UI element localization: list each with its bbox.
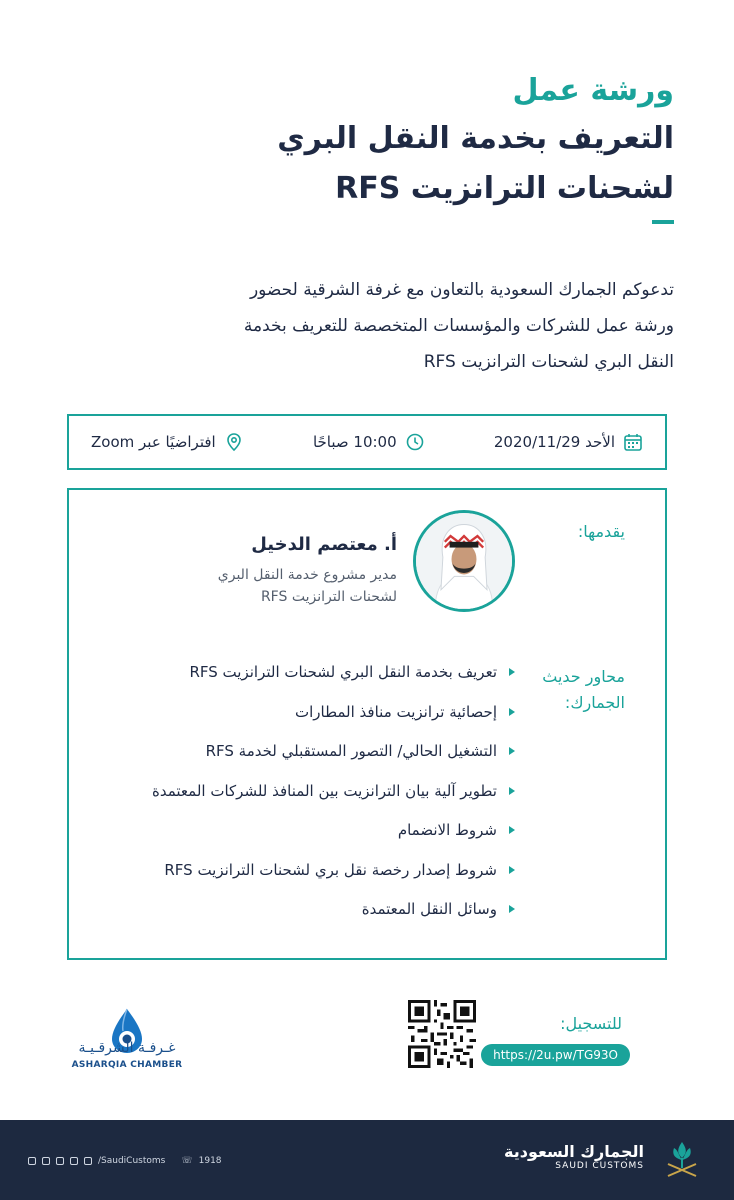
linkedin-icon[interactable]	[84, 1157, 92, 1165]
topics-label-line: محاور حديث	[542, 667, 625, 686]
event-info-bar	[67, 414, 667, 470]
presenter-label: يقدمها:	[577, 522, 625, 541]
location-pin-icon	[224, 432, 244, 452]
topics-label	[535, 664, 625, 716]
presenter-role-line: لشحنات الترانزيت RFS	[260, 589, 397, 605]
qr-code-icon[interactable]	[408, 1000, 476, 1068]
twitter-icon[interactable]	[42, 1157, 50, 1165]
facebook-icon[interactable]	[28, 1157, 36, 1165]
accent-divider	[652, 220, 674, 224]
presenter-role	[197, 564, 397, 608]
event-location	[91, 432, 244, 452]
list-item: تعريف بخدمة النقل البري لشحنات الترانزيت RFS	[152, 662, 515, 682]
brand-name-ar: الجمارك السعودية	[504, 1142, 644, 1161]
event-date-text: الأحد 2020/11/29	[493, 433, 615, 451]
triangle-bullet-icon	[509, 668, 515, 676]
triangle-bullet-icon	[509, 787, 515, 795]
chamber-name-en: ASHARQIA CHAMBER	[71, 1060, 183, 1070]
event-time	[313, 432, 425, 452]
youtube-icon[interactable]	[70, 1157, 78, 1165]
saudi-customs-brand	[504, 1142, 644, 1171]
topics-list	[152, 662, 515, 939]
chamber-name-ar: غـرفـة الشرقـيـة	[78, 1040, 176, 1056]
list-item: تطوير آلية بيان الترانزيت بين المنافذ للشركات المعتمدة	[152, 781, 515, 801]
phone-number[interactable]: 1918	[198, 1156, 222, 1166]
triangle-bullet-icon	[509, 826, 515, 834]
intro-line: النقل البري لشحنات الترانزيت RFS	[423, 352, 674, 372]
page-title-line2: لشحنات الترانزيت RFS	[335, 171, 674, 206]
brand-name-en: SAUDI CUSTOMS	[555, 1161, 644, 1171]
presenter-portrait-icon	[416, 513, 512, 609]
footer-contacts	[28, 1156, 222, 1166]
list-item: وسائل النقل المعتمدة	[152, 899, 515, 919]
register-link[interactable]: https://2u.pw/TG93O	[481, 1044, 630, 1066]
list-item: شروط الانضمام	[152, 820, 515, 840]
list-item: إحصائية ترانزيت منافذ المطارات	[152, 702, 515, 722]
title-block	[54, 68, 674, 214]
event-location-text: افتراضيًا عبر Zoom	[91, 433, 216, 451]
triangle-bullet-icon	[509, 905, 515, 913]
calendar-icon	[623, 432, 643, 452]
list-item: التشغيل الحالي/ التصور المستقبلي لخدمة RFS	[152, 741, 515, 761]
intro-line: ورشة عمل للشركات والمؤسسات المتخصصة للتعريف بخدمة	[243, 316, 674, 336]
social-handle[interactable]: /SaudiCustoms	[98, 1156, 166, 1166]
footer	[0, 1120, 734, 1200]
triangle-bullet-icon	[509, 747, 515, 755]
list-item: شروط إصدار رخصة نقل بري لشحنات الترانزيت RFS	[152, 860, 515, 880]
presenter-role-line: مدير مشروع خدمة النقل البري	[217, 567, 397, 583]
phone-icon: ☏	[181, 1156, 193, 1166]
event-date	[494, 432, 643, 452]
presenter-photo	[413, 510, 515, 612]
presenter-name: أ. معتصم الدخيل	[251, 534, 397, 555]
saudi-emblem-icon	[660, 1138, 704, 1182]
event-time-text: 10:00 صباحًا	[312, 433, 397, 451]
triangle-bullet-icon	[509, 708, 515, 716]
register-label: للتسجيل:	[560, 1014, 622, 1033]
triangle-bullet-icon	[509, 866, 515, 874]
intro-paragraph	[54, 272, 674, 380]
workshop-label: ورشة عمل	[512, 73, 674, 108]
topics-label-line: الجمارك:	[564, 693, 625, 712]
clock-icon	[405, 432, 425, 452]
page-title-line1: التعريف بخدمة النقل البري	[277, 121, 674, 156]
details-panel	[67, 488, 667, 960]
instagram-icon[interactable]	[56, 1157, 64, 1165]
intro-line: تدعوكم الجمارك السعودية بالتعاون مع غرفة الشرقية لحضور	[249, 280, 674, 300]
